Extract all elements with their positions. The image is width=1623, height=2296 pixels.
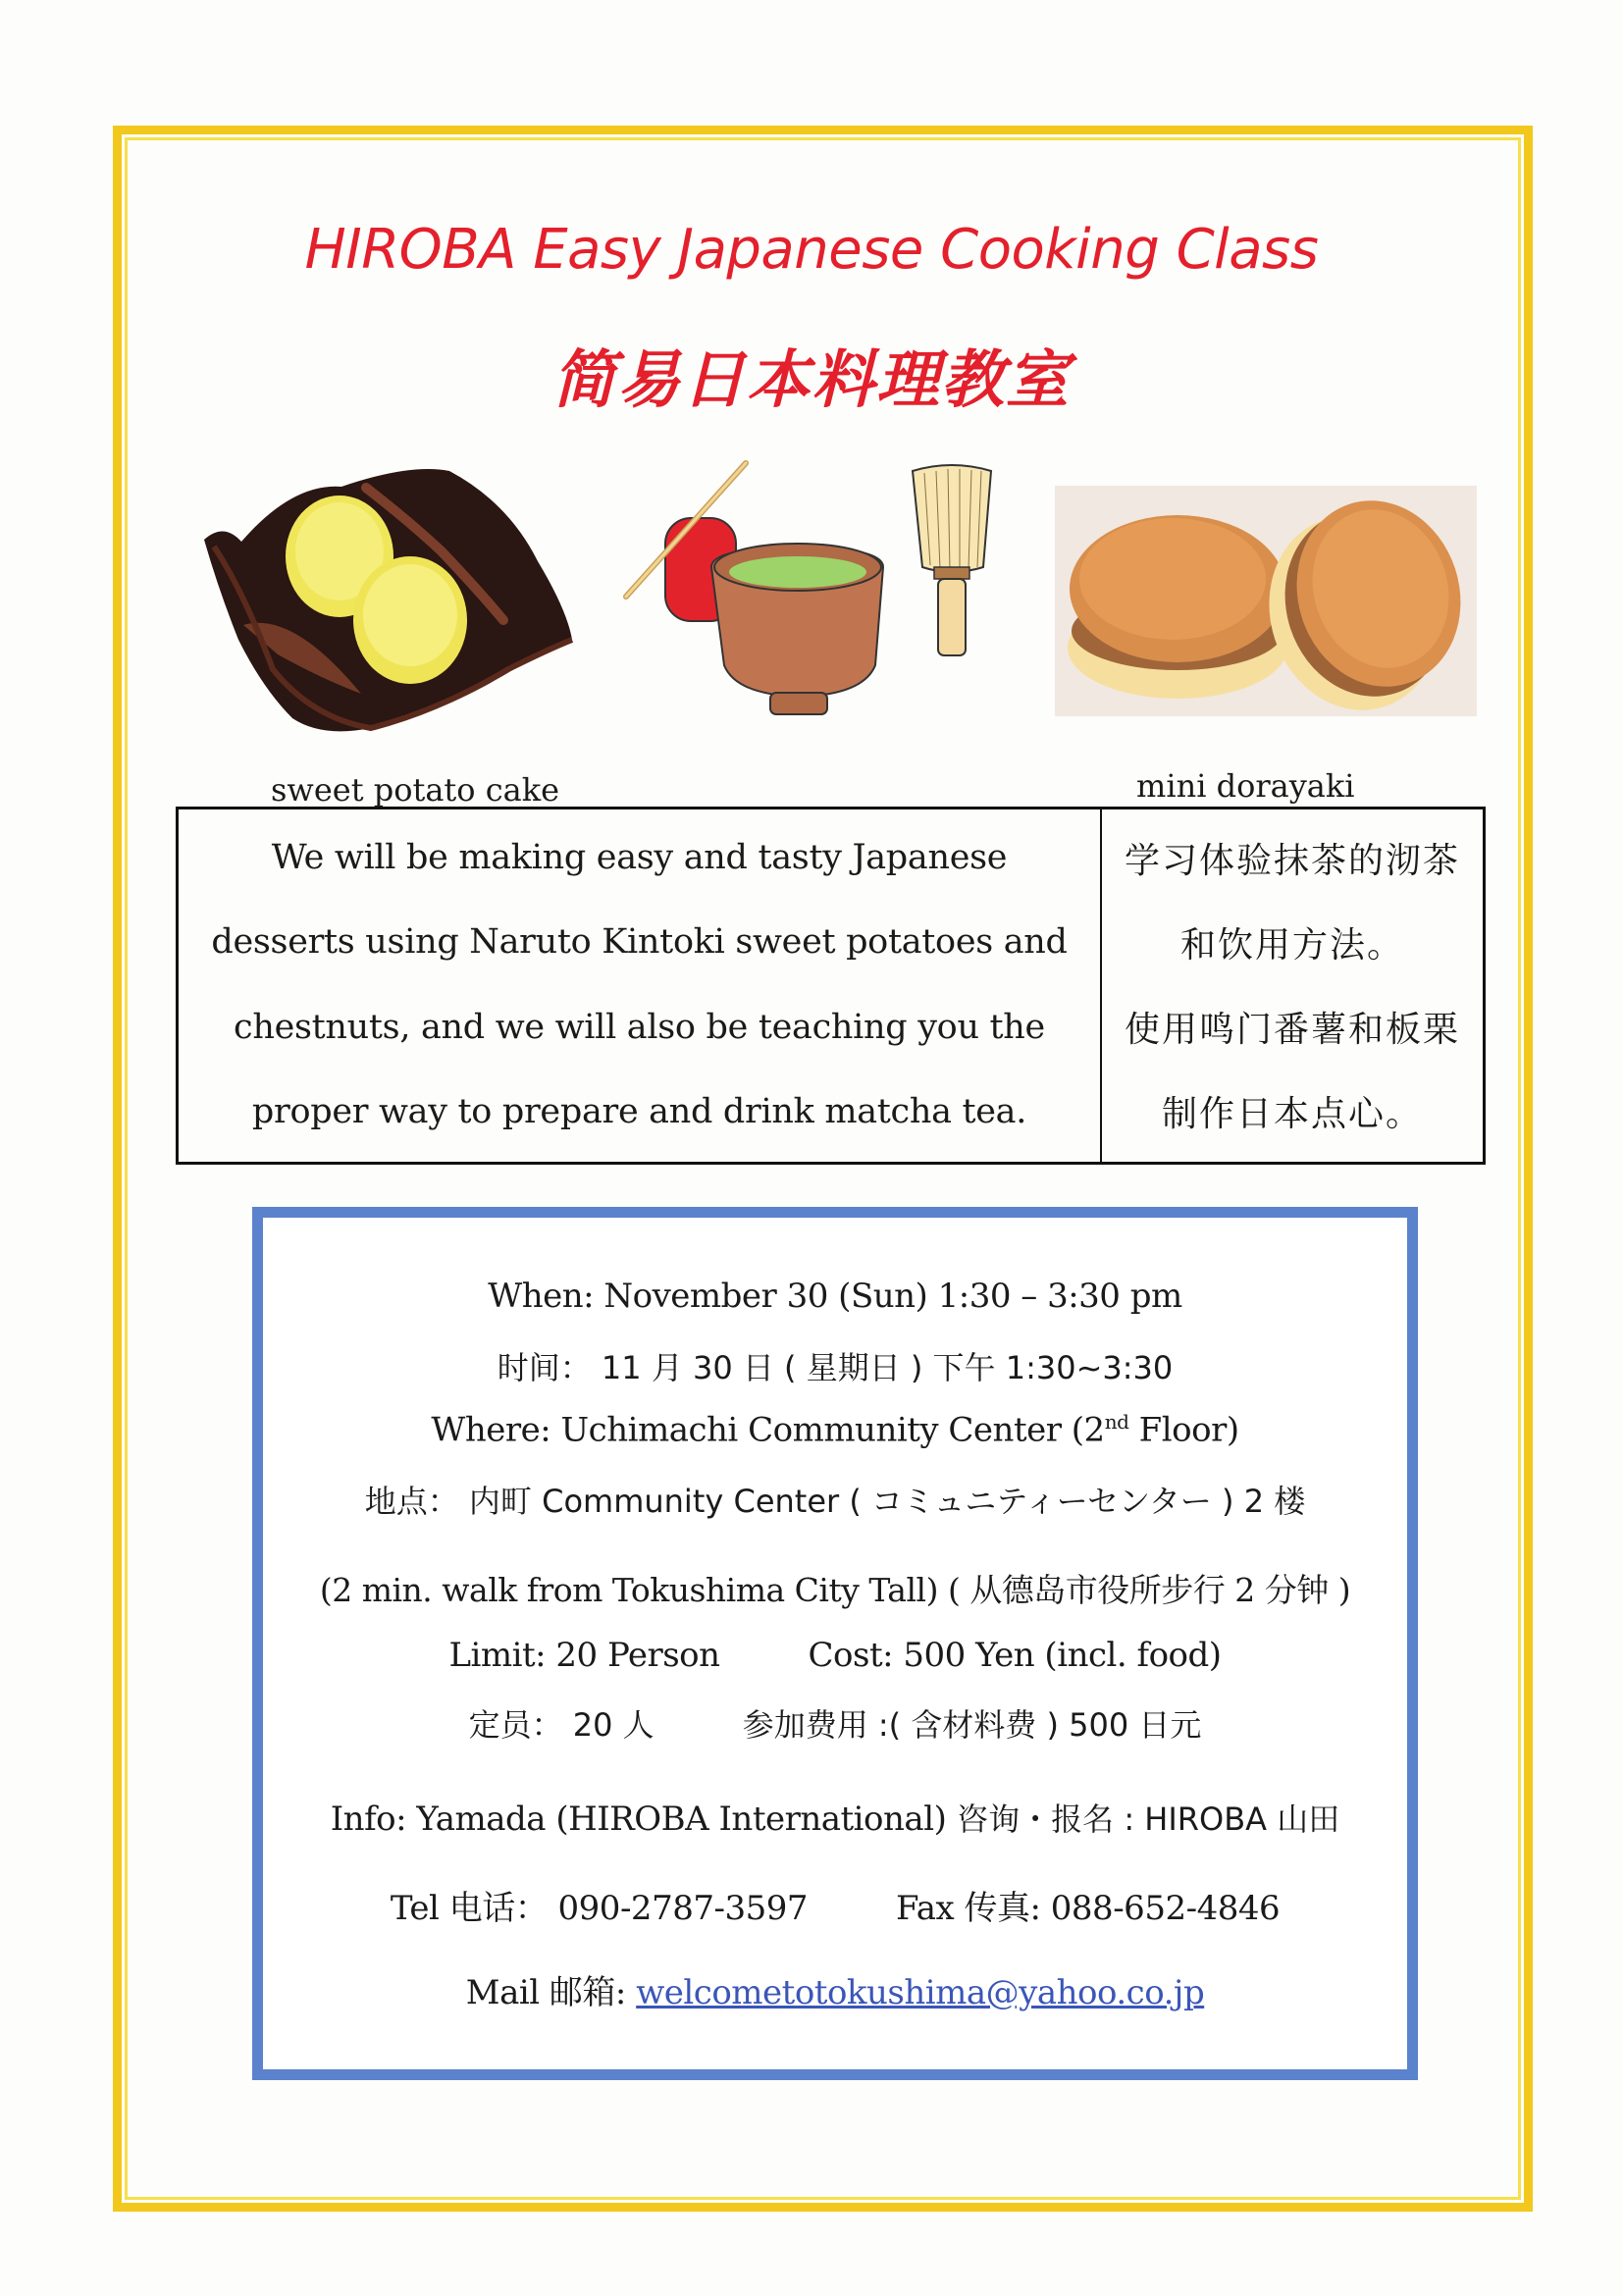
description-zh-line: 制作日本点心。 xyxy=(1161,1094,1423,1135)
description-zh-line: 和饮用方法。 xyxy=(1179,924,1404,965)
description-english xyxy=(179,809,1102,1162)
when-chinese: 时间： 11 月 30 日 ( 星期日 ) 下午 1:30~3:30 xyxy=(497,1349,1174,1386)
matcha-tea-set-illustration xyxy=(618,459,1030,726)
where-chinese: 地点： 内町 Community Center ( コミュニティーセンター ) 2 楼 xyxy=(364,1483,1306,1520)
description-en-line: proper way to prepare and drink matcha tea. xyxy=(251,1091,1027,1131)
fax-number: 088-652-4846 xyxy=(1050,1889,1281,1928)
walk-directions: (2 min. walk from Tokushima City Tall) ( 从德岛市役所步行 2 分钟 ) xyxy=(319,1571,1351,1609)
caption-mini-dorayaki: mini dorayaki xyxy=(1136,767,1355,805)
when-english: When: November 30 (Sun) 1:30 – 3:30 pm xyxy=(488,1277,1182,1316)
description-chinese xyxy=(1102,809,1483,1162)
description-table xyxy=(176,807,1486,1165)
mail-label: Mail 邮箱: xyxy=(465,1973,626,2012)
caption-sweet-potato-cake: sweet potato cake xyxy=(271,771,560,809)
title-english: HIROBA Easy Japanese Cooking Class xyxy=(304,218,1319,282)
tel-label: Tel 电话： xyxy=(390,1889,549,1928)
description-en-line: desserts using Naruto Kintoki sweet potatoes and xyxy=(211,922,1068,963)
email-link[interactable]: welcometotokushima@yahoo.co.jp xyxy=(636,1973,1205,2012)
limit-cost-english xyxy=(263,1636,1407,1675)
fax-label: Fax 传真: xyxy=(895,1889,1041,1928)
cost-english: Cost: 500 Yen (incl. food) xyxy=(808,1636,1222,1675)
info-english: Info: Yamada (HIROBA International) xyxy=(330,1800,947,1839)
info-chinese: 咨询・报名 : HIROBA 山田 xyxy=(957,1800,1340,1838)
tel-number: 090-2787-3597 xyxy=(557,1889,808,1928)
mini-dorayaki-photo xyxy=(1055,486,1477,716)
description-en-line: chestnuts, and we will also be teaching you the xyxy=(234,1007,1045,1047)
description-en-line: We will be making easy and tasty Japanese xyxy=(271,838,1008,878)
where-english: Where: Uchimachi Community Center (2nd Floor) xyxy=(431,1410,1239,1450)
cost-chinese: 参加费用 :( 含材料费 ) 500 日元 xyxy=(742,1706,1202,1744)
description-zh-line: 使用鸣门番薯和板栗 xyxy=(1124,1010,1460,1051)
tel-fax xyxy=(263,1881,1407,1929)
limit-chinese: 定员： 20 人 xyxy=(468,1706,654,1744)
limit-cost-chinese xyxy=(263,1700,1407,1746)
description-zh-line: 学习体验抹茶的沏茶 xyxy=(1124,840,1460,881)
title-chinese: 简易日本料理教室 xyxy=(552,344,1071,417)
event-details-box xyxy=(252,1207,1418,2080)
limit-english: Limit: 20 Person xyxy=(448,1636,720,1675)
info-contact xyxy=(263,1795,1407,1840)
mail-row xyxy=(263,1965,1407,2013)
sweet-potato-cake-photo xyxy=(184,453,582,738)
